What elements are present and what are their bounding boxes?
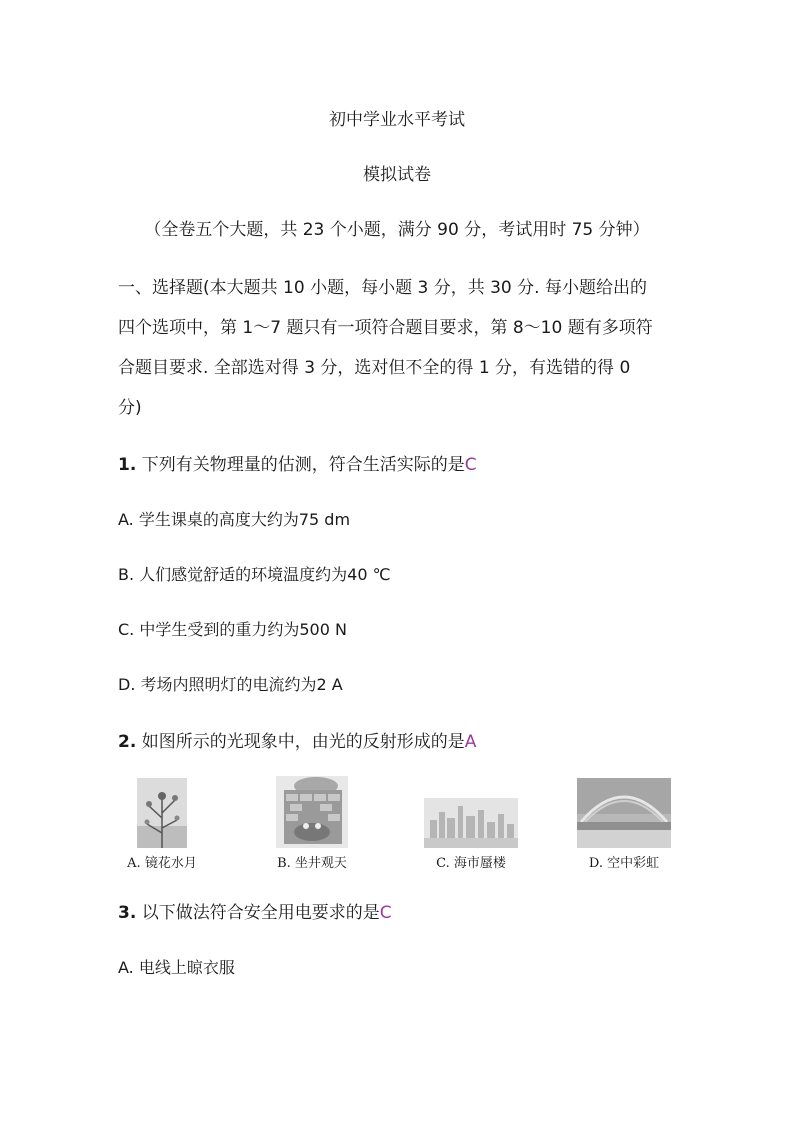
exam-subtitle: 模拟试卷 [363, 165, 431, 185]
question-number: 2. [118, 732, 137, 752]
question-number: 3. [118, 903, 137, 923]
flower-illustration [137, 778, 187, 848]
mirage-picture [424, 798, 518, 848]
question-3 [118, 898, 392, 923]
section-1-instructions [118, 268, 688, 428]
caption-c: C. 海市蜃楼 [436, 856, 506, 871]
mirage-illustration [424, 798, 518, 848]
answer-mark: C [464, 455, 477, 475]
exam-title: 初中学业水平考试 [329, 110, 465, 130]
rainbow-picture [577, 778, 671, 848]
question-1-option-b: B. 人们感觉舒适的环境温度约为40 ℃ [118, 565, 391, 584]
question-text: 如图所示的光现象中，由光的反射形成的是 [136, 732, 465, 752]
caption-a: A. 镜花水月 [127, 856, 197, 871]
answer-mark: C [379, 903, 392, 923]
caption-d: D. 空中彩虹 [588, 856, 660, 871]
question-text: 以下做法符合安全用电要求的是 [136, 903, 380, 923]
caption-b: B. 坐井观天 [277, 856, 347, 871]
question-number: 1. [118, 455, 137, 475]
section-1-line: 四个选项中，第 1～7 题只有一项符合题目要求，第 8～10 题有多项符 [118, 318, 653, 338]
answer-mark: A [464, 732, 477, 752]
question-1-option-d: D. 考场内照明灯的电流约为2 A [118, 675, 343, 694]
exam-scope: （全卷五个大题，共 23 个小题，满分 90 分，考试用时 75 分钟） [144, 220, 650, 240]
section-1-line: 一、选择题(本大题共 10 小题，每小题 3 分，共 30 分. 每小题给出的 [118, 278, 647, 298]
rainbow-illustration [577, 778, 671, 848]
question-text: 下列有关物理量的估测，符合生活实际的是 [136, 455, 465, 475]
question-1 [118, 450, 477, 475]
question-1-option-c: C. 中学生受到的重力约为500 N [118, 620, 347, 639]
well-frog-picture [276, 776, 348, 848]
question-2 [118, 727, 476, 752]
well-illustration [276, 776, 348, 848]
question-3-option-a: A. 电线上晾衣服 [118, 958, 235, 977]
flower-picture [137, 778, 187, 848]
section-1-line: 分) [118, 398, 142, 418]
section-1-line: 合题目要求. 全部选对得 3 分，选对但不全的得 1 分，有选错的得 0 [118, 358, 631, 378]
question-1-option-a: A. 学生课桌的高度大约为75 dm [118, 510, 351, 529]
